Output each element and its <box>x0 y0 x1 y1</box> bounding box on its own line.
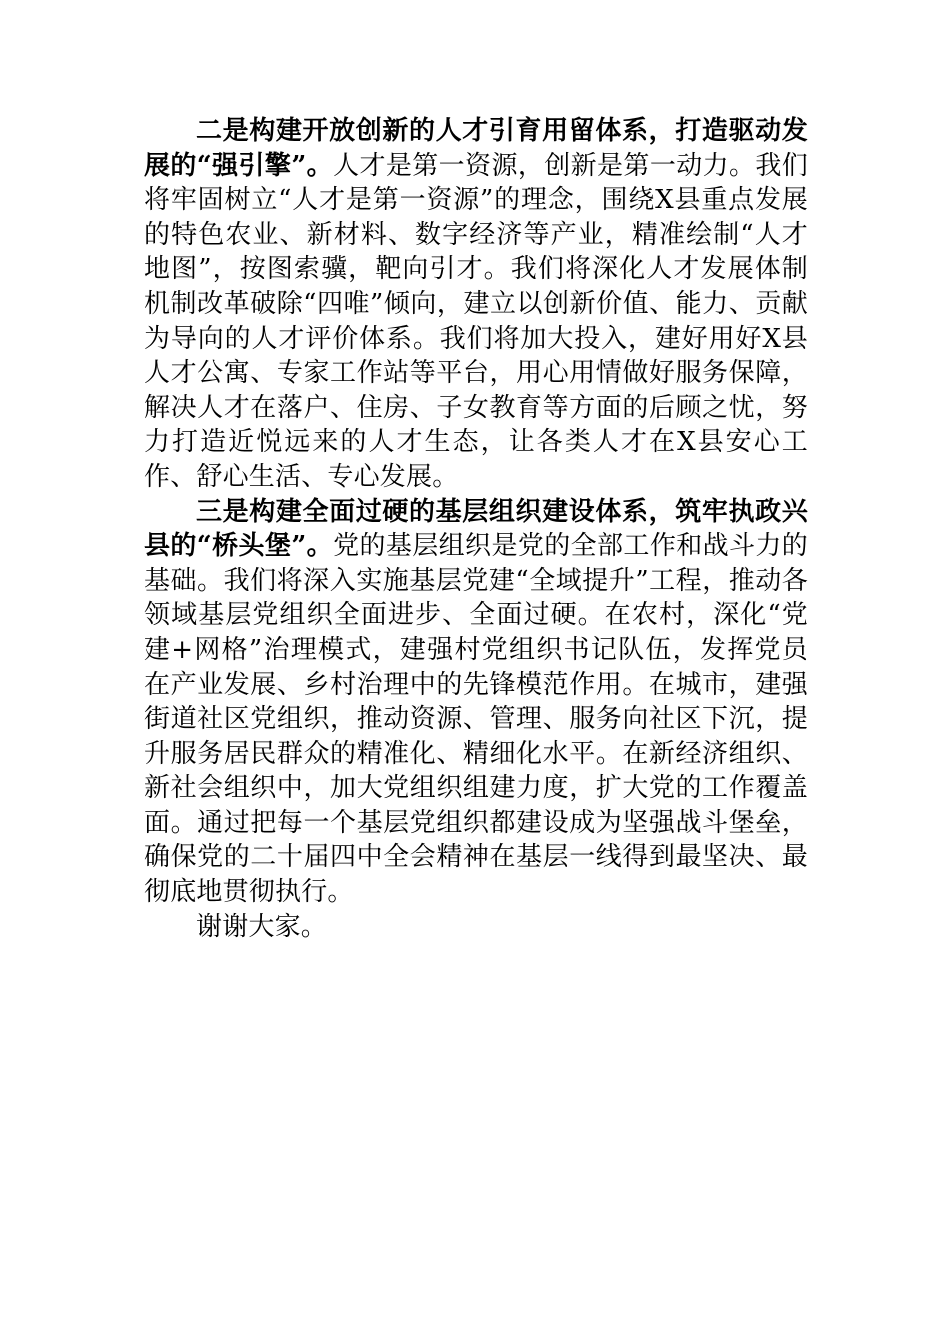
paragraph-talent-system <box>144 114 808 495</box>
paragraph-text: 党的基层组织是党的全部工作和战斗力的基础。我们将深入实施基层党建“全域提升”工程，推动各领域基层党组织全面进步、全面过硬。在农村，深化“党建+网格”治理模式，建强村党组织书记队伍，发挥党员在产业发展、乡村治理中的先锋模范作用。在城市，建强街道社区党组织，推动资源、管理、服务向社区下沉，提升服务居民群众的精准化、精细化水平。在新经济组织、新社会组织中，加大党组织组建力度，扩大党的工作覆盖面。通过把每一个基层党组织都建设成为坚强战斗堡垒，确保党的二十届四中全会精神在基层一线得到最坚决、最彻底地贯彻执行。 <box>144 531 808 908</box>
paragraph-heading: 三是构建全面过硬的基层组织建设体系，筑牢执政兴县的“桥头堡”。 <box>144 496 808 562</box>
closing-remark: 谢谢大家。 <box>196 911 328 942</box>
paragraph-text: 人才是第一资源，创新是第一动力。我们将牢固树立“人才是第一资源”的理念，围绕X县重点发展的特色农业、新材料、数字经济等产业，精准绘制“人才地图”，按图索骥，靶向引才。我们将深化人才发展体制机制改革破除“四唯”倾向，建立以创新价值、能力、贡献为导向的人才评价体系。我们将加大投入，建好用好X县人才公寓、专家工作站等平台，用心用情做好服务保障，解决人才在落户、住房、子女教育等方面的后顾之忧，努力打造近悦远来的人才生态，让各类人才在X县安心工作、舒心生活、专心发展。 <box>144 150 808 492</box>
paragraph-heading: 二是构建开放创新的人才引育用留体系，打造驱动发展的“强引擎”。 <box>144 116 808 181</box>
document-body <box>144 114 808 944</box>
paragraph-grassroots-organization <box>144 495 808 910</box>
